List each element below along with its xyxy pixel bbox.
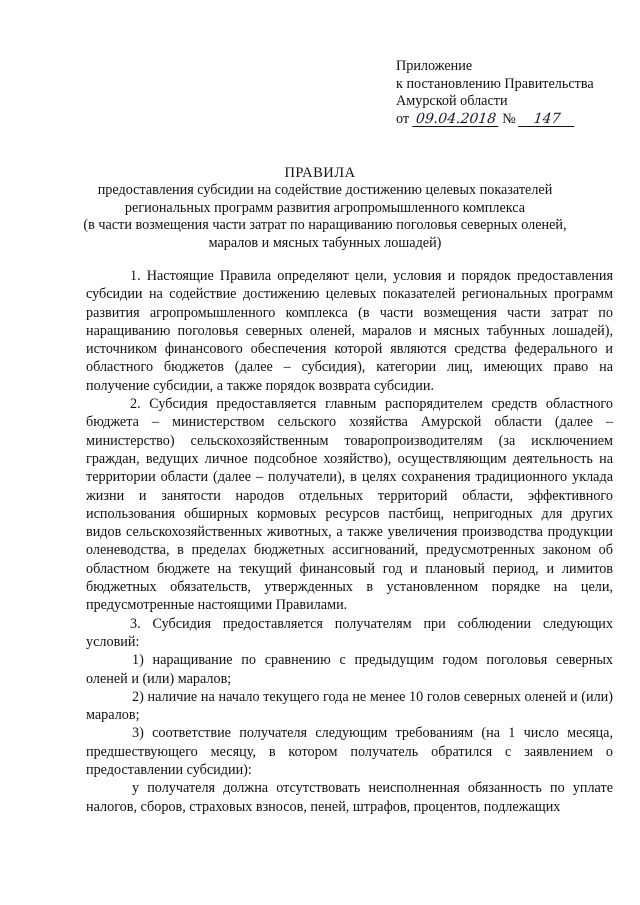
document-title: ПРАВИЛА [284,165,356,181]
appendix-date-line [396,111,631,129]
handwritten-number: 147 [519,112,577,127]
paragraph-3-item-3: 3) соответствие получателя следующим требованиям (на 1 число месяца, предшествующего месяцу, в котором получатель обратился с заявлением о предоставлении субсидии): [86,725,613,779]
subtitle-line-4: маралов и мясных табунных лошадей) [208,234,442,251]
handwritten-date: 09.04.2018 [412,112,500,127]
paragraph-2: 2. Субсидия предоставляется главным распорядителем средств областного бюджета – министерством сельского хозяйства Амурской области (далее – министерство) сельскохозяйственным товаропроизводителям (за исключением граждан, ведущих личное подсобное хозяйство), осуществляющим деятельность на территории области (далее – получатели), в целях сохранения традиционного уклада жизни и занятости народов отдельных территорий области, эффективного использования обширных кормовых ресурсов пастбищ, непригодных для других видов сельскохозяйственных животных, а также увеличения производства продукции оленеводства, в пределах бюджетных ассигнований, предусмотренных законом об областном бюджете на текущий финансовый год и плановый период, и лимитов бюджетных обязательств, утвержденных в установленном порядке на цели, предусмотренные настоящими Правилами. [86,396,613,614]
appendix-block [396,58,631,128]
document-subtitle [70,182,580,252]
appendix-line-3: Амурской области [396,93,508,109]
paragraph-3-item-3-text: у получателя должна отсутствовать неисполненная обязанность по уплате налогов, сборов, страховых взносов, пеней, штрафов, процентов, подлежащих [86,780,613,815]
subtitle-line-3: (в части возмещения части затрат по наращиванию поголовья северных оленей, [83,217,567,234]
number-prefix: № [502,110,516,127]
appendix-line-1: Приложение [396,58,473,74]
document-body [86,267,613,816]
date-prefix: от [396,110,410,127]
paragraph-3-item-2: 2) наличие на начало текущего года не менее 10 голов северных оленей и (или) маралов; [86,688,613,724]
paragraph-3-item-1: 1) наращивание по сравнению с предыдущим годом поголовья северных оленей и (или) маралов; [86,652,613,687]
appendix-line-2: к постановлению Правительства [396,75,594,92]
paragraph-1: 1. Настоящие Правила определяют цели, условия и порядок предоставления субсидии на содействие достижению целевых показателей региональных программ развития агропромышленного комплекса (в части возмещения части затрат по наращиванию поголовья северных оленей, маралов и мясных табунных лошадей), источником финансового обеспечения которой являются средства федерального и областного бюджетов (далее – субсидия), категории лиц, имеющих право на получение субсидии, а также порядок возврата субсидии. [86,268,613,394]
subtitle-line-1: предоставления субсидии на содействие достижению целевых показателей [97,182,553,198]
paragraph-3: 3. Субсидия предоставляется получателям при соблюдении следующих условий: [86,615,613,650]
subtitle-line-2: региональных программ развития агропромышленного комплекса [124,199,526,216]
